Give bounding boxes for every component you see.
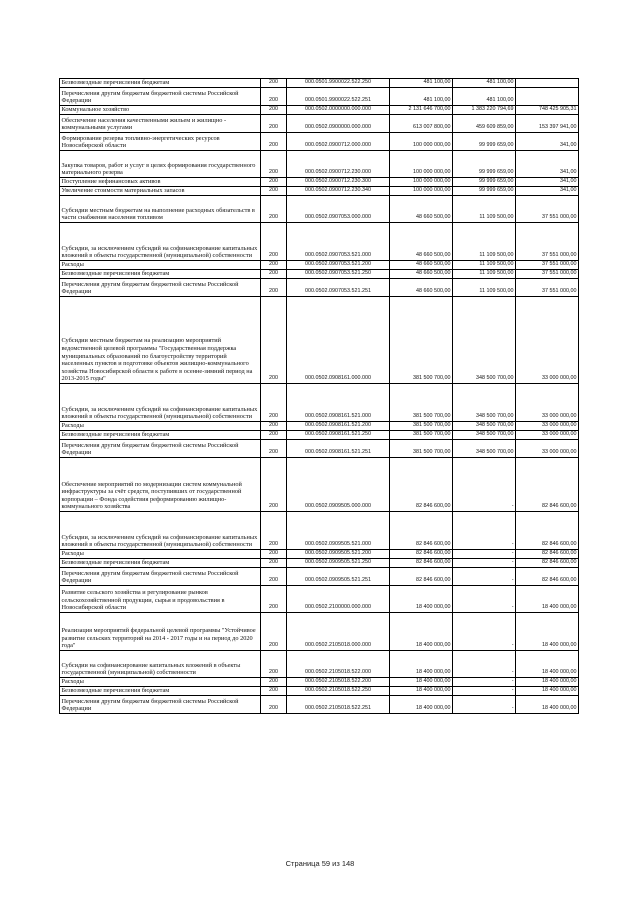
- row-value-3: 37 551 000,00: [516, 196, 579, 223]
- row-kbk: 000.0502.0000000.000.000: [287, 106, 390, 115]
- row-value-3: 82 846 600,00: [516, 568, 579, 586]
- row-value-3: 33 000 000,00: [516, 422, 579, 431]
- table-row: [60, 196, 579, 223]
- row-value-3: 33 000 000,00: [516, 440, 579, 458]
- row-code: 200: [261, 384, 287, 422]
- row-kbk: 000.0502.0900712.000.000: [287, 133, 390, 151]
- row-kbk: 000.0502.0909505.521.251: [287, 568, 390, 586]
- row-value-1: 18 400 000,00: [390, 678, 453, 687]
- page-number: Страница 59 из 148: [285, 859, 355, 868]
- row-code: 200: [261, 106, 287, 115]
- table-row: [60, 550, 579, 559]
- row-value-3: 341,00: [516, 133, 579, 151]
- row-value-1: 82 846 600,00: [390, 550, 453, 559]
- row-value-1: 18 400 000,00: [390, 696, 453, 714]
- row-value-3: [516, 88, 579, 106]
- row-value-3: [516, 79, 579, 88]
- row-name: Безвозмездные перечисления бюджетам: [60, 431, 261, 440]
- row-value-3: 748 425 905,31: [516, 106, 579, 115]
- row-value-1: 100 000 000,00: [390, 151, 453, 178]
- row-code: 200: [261, 678, 287, 687]
- row-value-1: 381 500 700,00: [390, 431, 453, 440]
- row-code: 200: [261, 178, 287, 187]
- row-value-1: 100 000 000,00: [390, 178, 453, 187]
- row-code: 200: [261, 279, 287, 297]
- row-value-3: 37 551 000,00: [516, 270, 579, 279]
- table-row: [60, 279, 579, 297]
- row-value-2: -: [453, 678, 516, 687]
- row-code: 200: [261, 133, 287, 151]
- row-name: Расходы: [60, 550, 261, 559]
- row-value-2: 99 999 659,00: [453, 151, 516, 178]
- row-kbk: 000.0501.9900022.522.251: [287, 88, 390, 106]
- row-value-1: 48 660 500,00: [390, 279, 453, 297]
- row-value-2: 348 500 700,00: [453, 297, 516, 384]
- row-value-1: 18 400 000,00: [390, 687, 453, 696]
- table-row: [60, 458, 579, 512]
- row-kbk: 000.0502.0908161.521.000: [287, 384, 390, 422]
- row-value-3: 37 551 000,00: [516, 261, 579, 270]
- row-value-2: -: [453, 568, 516, 586]
- table-row: [60, 431, 579, 440]
- table-row: [60, 384, 579, 422]
- row-code: 200: [261, 687, 287, 696]
- row-value-1: 2 131 646 700,00: [390, 106, 453, 115]
- row-value-1: 100 000 000,00: [390, 187, 453, 196]
- row-code: 200: [261, 151, 287, 178]
- row-value-3: 33 000 000,00: [516, 384, 579, 422]
- row-value-2: 11 109 500,00: [453, 279, 516, 297]
- row-value-1: 381 500 700,00: [390, 440, 453, 458]
- row-code: 200: [261, 297, 287, 384]
- row-value-3: 37 551 000,00: [516, 223, 579, 261]
- row-value-1: 48 660 500,00: [390, 196, 453, 223]
- row-value-3: 18 400 000,00: [516, 586, 579, 613]
- row-value-1: 100 000 000,00: [390, 133, 453, 151]
- row-kbk: 000.0502.0908161.521.200: [287, 422, 390, 431]
- row-value-2: 348 500 700,00: [453, 422, 516, 431]
- row-value-3: 82 846 600,00: [516, 550, 579, 559]
- row-code: 200: [261, 115, 287, 133]
- table-row: [60, 651, 579, 678]
- row-code: 200: [261, 696, 287, 714]
- table-row: [60, 115, 579, 133]
- row-kbk: 000.0502.2105018.000.000: [287, 613, 390, 651]
- row-kbk: 000.0502.0907053.521.250: [287, 270, 390, 279]
- table-row: [60, 223, 579, 261]
- row-value-3: 153 397 941,00: [516, 115, 579, 133]
- row-name: Формирование резерва топливно-энергетических ресурсов Новосибирской области: [60, 133, 261, 151]
- row-value-2: 1 383 220 794,69: [453, 106, 516, 115]
- row-value-1: 82 846 600,00: [390, 559, 453, 568]
- row-name: Субсидии на софинансирование капитальных вложений в объекты государственной (муниципальной) собственности: [60, 651, 261, 678]
- row-value-3: 82 846 600,00: [516, 458, 579, 512]
- row-name: Перечисления другим бюджетам бюджетной системы Российской Федерации: [60, 88, 261, 106]
- table-row: [60, 422, 579, 431]
- row-value-3: 18 400 000,00: [516, 613, 579, 651]
- row-value-2: 11 109 500,00: [453, 196, 516, 223]
- table-row: [60, 79, 579, 88]
- table-row: [60, 178, 579, 187]
- table-row: [60, 512, 579, 550]
- row-value-1: 82 846 600,00: [390, 568, 453, 586]
- row-name: Реализация мероприятий федеральной целевой программы "Устойчивое развитие сельских территорий на 2014 - 2017 годы и на период до 2020 года": [60, 613, 261, 651]
- row-value-2: -: [453, 550, 516, 559]
- row-kbk: 000.0502.0907053.521.251: [287, 279, 390, 297]
- row-kbk: 000.0502.0908161.521.251: [287, 440, 390, 458]
- row-value-3: 37 551 000,00: [516, 279, 579, 297]
- row-value-1: 18 400 000,00: [390, 651, 453, 678]
- row-value-3: 18 400 000,00: [516, 651, 579, 678]
- row-value-2: 348 500 700,00: [453, 384, 516, 422]
- row-value-1: 48 660 500,00: [390, 261, 453, 270]
- row-value-1: 48 660 500,00: [390, 223, 453, 261]
- row-value-1: 381 500 700,00: [390, 422, 453, 431]
- row-value-2: 99 999 659,00: [453, 187, 516, 196]
- table-row: [60, 440, 579, 458]
- row-name: Коммунальное хозяйство: [60, 106, 261, 115]
- row-name: Перечисления другим бюджетам бюджетной системы Российской Федерации: [60, 696, 261, 714]
- row-name: Перечисления другим бюджетам бюджетной системы Российской Федерации: [60, 568, 261, 586]
- row-value-2: 481 100,00: [453, 79, 516, 88]
- row-value-2: 11 109 500,00: [453, 261, 516, 270]
- table-row: [60, 678, 579, 687]
- row-kbk: 000.0502.0907053.521.000: [287, 223, 390, 261]
- row-value-2: -: [453, 613, 516, 651]
- row-value-2: -: [453, 512, 516, 550]
- row-value-2: 459 609 859,00: [453, 115, 516, 133]
- row-value-3: 18 400 000,00: [516, 696, 579, 714]
- row-value-3: 33 000 000,00: [516, 297, 579, 384]
- row-kbk: 000.0502.0909505.521.200: [287, 550, 390, 559]
- row-value-2: 481 100,00: [453, 88, 516, 106]
- row-name: Субсидии местным бюджетам на реализацию мероприятий ведомственной целевой программы "Государственная поддержка муниципальных образований по благоустройству территорий населенных пунктов и подготовке объектов жилищно-коммунального хозяйства Новосибирской области к работе в осенне-зимний период на 2013-2015 годы": [60, 297, 261, 384]
- row-name: Расходы: [60, 422, 261, 431]
- row-value-2: 11 109 500,00: [453, 270, 516, 279]
- row-value-2: -: [453, 651, 516, 678]
- table-row: [60, 88, 579, 106]
- row-value-2: 99 999 659,00: [453, 133, 516, 151]
- table-row: [60, 151, 579, 178]
- row-kbk: 000.0502.0909505.521.000: [287, 512, 390, 550]
- table-row: [60, 586, 579, 613]
- row-kbk: 000.0502.0908161.000.000: [287, 297, 390, 384]
- table-row: [60, 261, 579, 270]
- row-name: Безвозмездные перечисления бюджетам: [60, 79, 261, 88]
- row-value-1: 613 007 800,00: [390, 115, 453, 133]
- row-value-3: 82 846 600,00: [516, 512, 579, 550]
- row-code: 200: [261, 651, 287, 678]
- row-value-3: 341,00: [516, 151, 579, 178]
- row-value-1: 381 500 700,00: [390, 297, 453, 384]
- row-kbk: 000.0502.2105018.522.250: [287, 687, 390, 696]
- table-row: [60, 133, 579, 151]
- row-kbk: 000.0502.0908161.521.250: [287, 431, 390, 440]
- row-name: Обеспечение населения качественными жильем и жилищно - коммунальными услугами: [60, 115, 261, 133]
- row-code: 200: [261, 613, 287, 651]
- row-value-2: 11 109 500,00: [453, 223, 516, 261]
- row-kbk: 000.0502.0900712.230.340: [287, 187, 390, 196]
- row-code: 200: [261, 88, 287, 106]
- budget-table: [59, 78, 579, 714]
- row-name: Расходы: [60, 678, 261, 687]
- row-code: 200: [261, 223, 287, 261]
- row-value-1: 18 400 000,00: [390, 586, 453, 613]
- row-code: 200: [261, 568, 287, 586]
- row-value-2: -: [453, 687, 516, 696]
- row-value-3: 18 400 000,00: [516, 687, 579, 696]
- row-value-2: 348 500 700,00: [453, 440, 516, 458]
- row-value-2: 348 500 700,00: [453, 431, 516, 440]
- row-name: Субсидии, за исключением субсидий на софинансирование капитальных вложений в объекты государственной (муниципальной) собственности: [60, 223, 261, 261]
- row-value-1: 18 400 000,00: [390, 613, 453, 651]
- row-code: 200: [261, 187, 287, 196]
- row-kbk: 000.0502.2105018.522.251: [287, 696, 390, 714]
- row-value-1: 381 500 700,00: [390, 384, 453, 422]
- row-code: 200: [261, 270, 287, 279]
- row-value-3: 341,00: [516, 187, 579, 196]
- row-value-1: 48 660 500,00: [390, 270, 453, 279]
- row-kbk: 000.0502.0900000.000.000: [287, 115, 390, 133]
- table-row: [60, 106, 579, 115]
- row-code: 200: [261, 586, 287, 613]
- row-value-1: 82 846 600,00: [390, 458, 453, 512]
- row-value-1: 481 100,00: [390, 88, 453, 106]
- row-kbk: 000.0502.0907053.521.200: [287, 261, 390, 270]
- row-code: 200: [261, 196, 287, 223]
- row-value-3: 82 846 600,00: [516, 559, 579, 568]
- row-value-1: 82 846 600,00: [390, 512, 453, 550]
- row-name: Безвозмездные перечисления бюджетам: [60, 559, 261, 568]
- row-kbk: 000.0501.9900022.522.250: [287, 79, 390, 88]
- row-code: 200: [261, 261, 287, 270]
- row-value-1: 481 100,00: [390, 79, 453, 88]
- row-code: 200: [261, 512, 287, 550]
- row-name: Безвозмездные перечисления бюджетам: [60, 687, 261, 696]
- row-code: 200: [261, 431, 287, 440]
- table-row: [60, 696, 579, 714]
- row-name: Увеличение стоимости материальных запасов: [60, 187, 261, 196]
- row-value-2: -: [453, 696, 516, 714]
- row-value-2: -: [453, 559, 516, 568]
- table-row: [60, 687, 579, 696]
- row-kbk: 000.0502.0900712.230.000: [287, 151, 390, 178]
- row-name: Поступление нефинансовых активов: [60, 178, 261, 187]
- table-row: [60, 559, 579, 568]
- row-name: Субсидии, за исключением субсидий на софинансирование капитальных вложений в объекты государственной (муниципальной) собственности: [60, 384, 261, 422]
- row-code: 200: [261, 79, 287, 88]
- row-code: 200: [261, 422, 287, 431]
- row-name: Субсидии, за исключением субсидий на софинансирование капитальных вложений в объекты государственной (муниципальной) собственности: [60, 512, 261, 550]
- row-kbk: 000.0502.2100000.000.000: [287, 586, 390, 613]
- table-row: [60, 568, 579, 586]
- table-row: [60, 187, 579, 196]
- row-value-3: 341,00: [516, 178, 579, 187]
- row-name: Субсидии местным бюджетам на выполнение расходных обязательств в части снабжения населения топливом: [60, 196, 261, 223]
- row-code: 200: [261, 559, 287, 568]
- row-name: Обеспечение мероприятий по модернизации систем коммунальной инфраструктуры за счёт средств, поступивших от государственной корпорации – Фонда содействия реформированию жилищно-коммунального хозяйства: [60, 458, 261, 512]
- row-code: 200: [261, 458, 287, 512]
- row-name: Безвозмездные перечисления бюджетам: [60, 270, 261, 279]
- row-value-2: 99 999 659,00: [453, 178, 516, 187]
- row-value-2: -: [453, 458, 516, 512]
- row-name: Перечисления другим бюджетам бюджетной системы Российской Федерации: [60, 279, 261, 297]
- table-row: [60, 270, 579, 279]
- row-kbk: 000.0502.0907053.000.000: [287, 196, 390, 223]
- row-value-3: 33 000 000,00: [516, 431, 579, 440]
- row-kbk: 000.0502.2105018.522.000: [287, 651, 390, 678]
- row-name: Перечисления другим бюджетам бюджетной системы Российской Федерации: [60, 440, 261, 458]
- row-kbk: 000.0502.0909505.000.000: [287, 458, 390, 512]
- row-name: Закупка товаров, работ и услуг в целях формирования государственного материального резерва: [60, 151, 261, 178]
- row-code: 200: [261, 550, 287, 559]
- row-name: Расходы: [60, 261, 261, 270]
- row-value-3: 18 400 000,00: [516, 678, 579, 687]
- row-code: 200: [261, 440, 287, 458]
- row-name: Развитие сельского хозяйства и регулирование рынков сельскохозяйственной продукции, сырья и продовольствия в Новосибирской области: [60, 586, 261, 613]
- table-row: [60, 613, 579, 651]
- table-row: [60, 297, 579, 384]
- row-kbk: 000.0502.0909505.521.250: [287, 559, 390, 568]
- row-value-2: -: [453, 586, 516, 613]
- row-kbk: 000.0502.0900712.230.300: [287, 178, 390, 187]
- row-kbk: 000.0502.2105018.522.200: [287, 678, 390, 687]
